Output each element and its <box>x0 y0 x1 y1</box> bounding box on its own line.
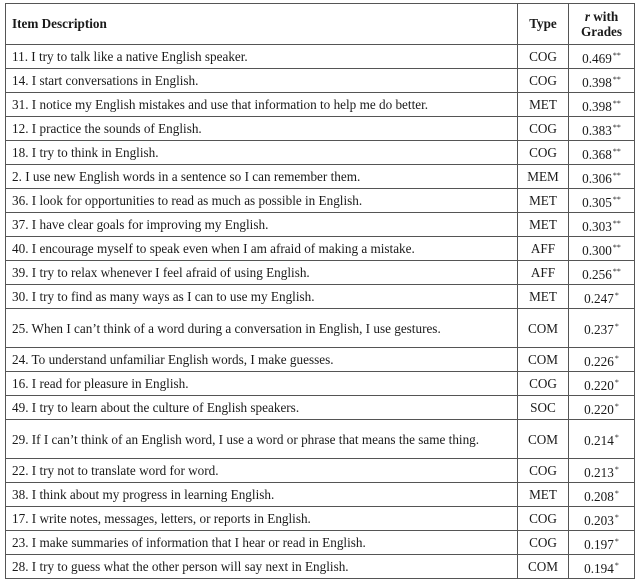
r-value: 0.256 <box>582 266 612 282</box>
significance-stars: ** <box>612 242 621 252</box>
item-description-cell: 23. I make summaries of information that I hear or read in English. <box>6 531 518 555</box>
r-value: 0.368 <box>582 146 612 162</box>
significance-stars: * <box>614 464 619 474</box>
r-value: 0.247 <box>584 290 614 306</box>
r-value: 0.213 <box>584 464 614 480</box>
table-row <box>6 93 635 117</box>
r-value-cell <box>569 309 635 348</box>
table-row <box>6 285 635 309</box>
type-cell: COG <box>518 45 569 69</box>
item-description-cell: 11. I try to talk like a native English speaker. <box>6 45 518 69</box>
r-value-cell <box>569 93 635 117</box>
r-value: 0.220 <box>584 377 614 393</box>
strategy-correlation-table <box>5 3 635 579</box>
header-row <box>6 4 635 45</box>
r-value-cell <box>569 531 635 555</box>
significance-stars: * <box>614 377 619 387</box>
significance-stars: ** <box>612 122 621 132</box>
r-value-cell <box>569 507 635 531</box>
item-description-cell: 18. I try to think in English. <box>6 141 518 165</box>
item-description-cell: 37. I have clear goals for improving my English. <box>6 213 518 237</box>
item-description-cell: 49. I try to learn about the culture of English speakers. <box>6 396 518 420</box>
r-value-cell <box>569 459 635 483</box>
item-description-cell: 36. I look for opportunities to read as much as possible in English. <box>6 189 518 213</box>
significance-stars: ** <box>612 50 621 60</box>
item-description-cell: 14. I start conversations in English. <box>6 69 518 93</box>
header-r-with: with <box>589 9 619 24</box>
item-description-cell: 40. I encourage myself to speak even when I am afraid of making a mistake. <box>6 237 518 261</box>
r-value-cell <box>569 483 635 507</box>
item-description-cell: 30. I try to find as many ways as I can to use my English. <box>6 285 518 309</box>
type-cell: COG <box>518 372 569 396</box>
type-cell: COG <box>518 531 569 555</box>
item-description-cell: 2. I use new English words in a sentence so I can remember them. <box>6 165 518 189</box>
r-value: 0.305 <box>582 194 612 210</box>
table-row <box>6 459 635 483</box>
r-value-cell <box>569 141 635 165</box>
significance-stars: * <box>614 322 619 331</box>
r-value-cell <box>569 69 635 93</box>
significance-stars: ** <box>612 146 621 156</box>
r-value: 0.203 <box>584 512 614 528</box>
r-value: 0.208 <box>584 488 614 504</box>
significance-stars: * <box>614 536 619 546</box>
r-value: 0.220 <box>584 401 614 417</box>
item-description-cell: 12. I practice the sounds of English. <box>6 117 518 141</box>
type-cell: COM <box>518 555 569 579</box>
r-value-cell <box>569 117 635 141</box>
item-description-cell: 16. I read for pleasure in English. <box>6 372 518 396</box>
type-cell: MET <box>518 189 569 213</box>
r-value-cell <box>569 420 635 459</box>
r-value: 0.383 <box>582 122 612 138</box>
r-value: 0.303 <box>582 218 612 234</box>
item-description-cell: 38. I think about my progress in learning English. <box>6 483 518 507</box>
r-value: 0.194 <box>584 560 614 576</box>
type-cell: COG <box>518 117 569 141</box>
type-cell: MET <box>518 483 569 507</box>
table-row <box>6 117 635 141</box>
table-row <box>6 141 635 165</box>
r-value-cell <box>569 45 635 69</box>
r-value: 0.300 <box>582 242 612 258</box>
table-row <box>6 420 635 459</box>
significance-stars: ** <box>612 266 621 276</box>
r-value-cell <box>569 285 635 309</box>
type-cell: COM <box>518 348 569 372</box>
significance-stars: ** <box>612 98 621 108</box>
table-row <box>6 309 635 348</box>
type-cell: COM <box>518 309 569 348</box>
significance-stars: ** <box>612 218 621 228</box>
table-row <box>6 261 635 285</box>
r-value-cell <box>569 213 635 237</box>
item-description-cell: 17. I write notes, messages, letters, or reports in English. <box>6 507 518 531</box>
table-row <box>6 348 635 372</box>
item-description-cell: 22. I try not to translate word for word. <box>6 459 518 483</box>
type-cell: MET <box>518 93 569 117</box>
table-row <box>6 69 635 93</box>
table-body <box>6 45 635 579</box>
r-value: 0.226 <box>584 353 614 369</box>
significance-stars: * <box>614 560 619 570</box>
table-row <box>6 483 635 507</box>
r-value-cell <box>569 261 635 285</box>
table-row <box>6 45 635 69</box>
r-value-cell <box>569 372 635 396</box>
item-description-cell: 31. I notice my English mistakes and use that information to help me do better. <box>6 93 518 117</box>
header-item-description: Item Description <box>6 4 518 45</box>
type-cell: COG <box>518 459 569 483</box>
header-r-with-grades <box>569 4 635 45</box>
type-cell: COG <box>518 141 569 165</box>
header-type: Type <box>518 4 569 45</box>
r-value-cell <box>569 165 635 189</box>
type-cell: MET <box>518 285 569 309</box>
r-value: 0.214 <box>584 433 614 448</box>
table-row <box>6 555 635 579</box>
type-cell: COM <box>518 420 569 459</box>
item-description-cell: 28. I try to guess what the other person will say next in English. <box>6 555 518 579</box>
table-row <box>6 507 635 531</box>
type-cell: AFF <box>518 261 569 285</box>
r-value-cell <box>569 189 635 213</box>
significance-stars: ** <box>612 74 621 84</box>
item-description-cell: 25. When I can’t think of a word during a conversation in English, I use gestures. <box>6 309 518 348</box>
type-cell: MET <box>518 213 569 237</box>
r-value-cell <box>569 555 635 579</box>
r-value: 0.398 <box>582 74 612 90</box>
type-cell: COG <box>518 507 569 531</box>
r-value-cell <box>569 237 635 261</box>
table-row <box>6 189 635 213</box>
header-r-grades: Grades <box>580 24 623 39</box>
table-row <box>6 531 635 555</box>
item-description-cell: 39. I try to relax whenever I feel afraid of using English. <box>6 261 518 285</box>
table-row <box>6 396 635 420</box>
item-description-cell: 29. If I can’t think of an English word, I use a word or phrase that means the same thing. <box>6 420 518 459</box>
significance-stars: * <box>614 433 619 442</box>
r-value: 0.197 <box>584 536 614 552</box>
significance-stars: * <box>614 290 619 300</box>
r-value: 0.237 <box>584 322 614 337</box>
significance-stars: * <box>614 401 619 411</box>
significance-stars: * <box>614 512 619 522</box>
table-row <box>6 165 635 189</box>
item-description-cell: 24. To understand unfamiliar English words, I make guesses. <box>6 348 518 372</box>
type-cell: MEM <box>518 165 569 189</box>
significance-stars: * <box>614 353 619 363</box>
r-value: 0.398 <box>582 98 612 114</box>
significance-stars: ** <box>612 170 621 180</box>
table-row <box>6 372 635 396</box>
type-cell: SOC <box>518 396 569 420</box>
r-value-cell <box>569 348 635 372</box>
r-value: 0.469 <box>582 50 612 66</box>
r-value-cell <box>569 396 635 420</box>
table-row <box>6 213 635 237</box>
significance-stars: ** <box>612 194 621 204</box>
table-row <box>6 237 635 261</box>
type-cell: AFF <box>518 237 569 261</box>
significance-stars: * <box>614 488 619 498</box>
type-cell: COG <box>518 69 569 93</box>
header-r-symbol: r <box>584 9 590 24</box>
r-value: 0.306 <box>582 170 612 186</box>
